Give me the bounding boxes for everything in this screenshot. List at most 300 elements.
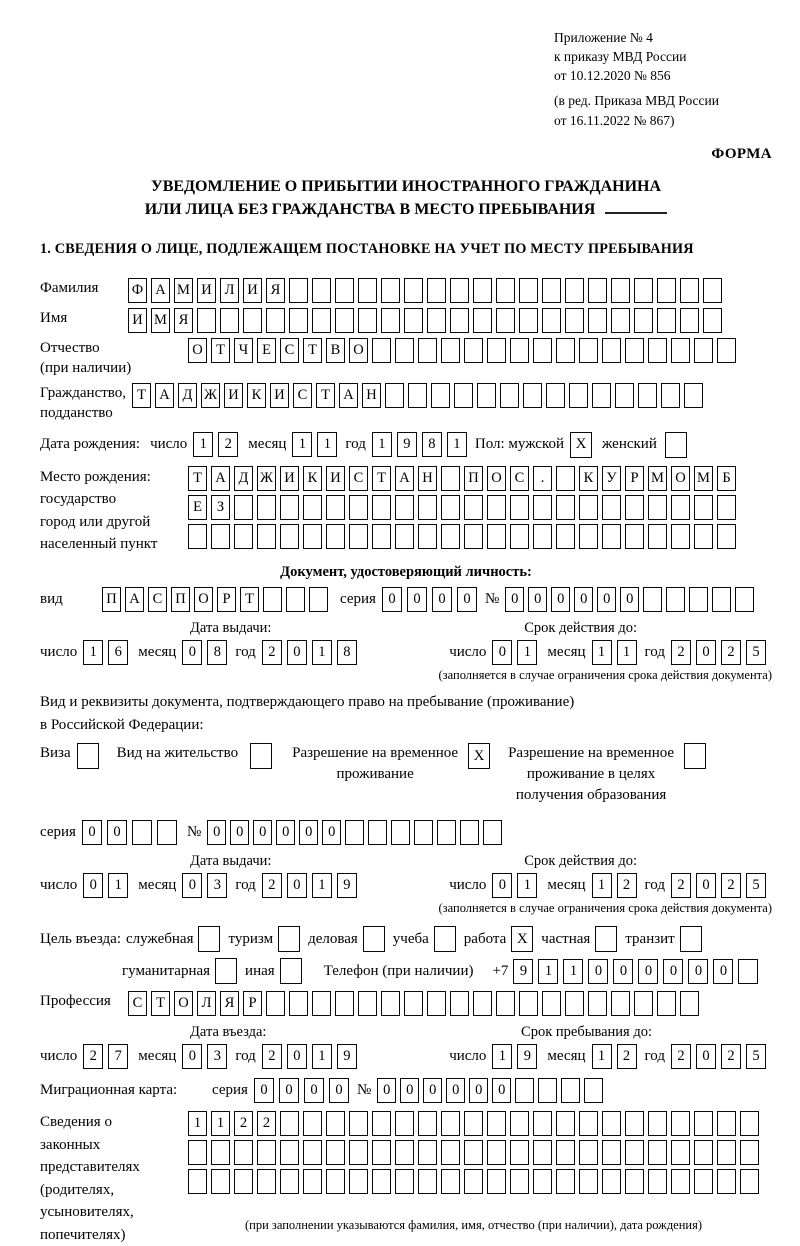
char-box[interactable] — [257, 1140, 276, 1165]
char-box[interactable] — [234, 495, 253, 520]
char-box[interactable]: О — [174, 991, 193, 1016]
char-box[interactable] — [671, 524, 690, 549]
char-box[interactable]: 2 — [721, 1044, 741, 1069]
char-box[interactable] — [643, 587, 662, 612]
char-box[interactable] — [464, 1140, 483, 1165]
char-box[interactable]: С — [293, 383, 312, 408]
char-box[interactable]: А — [339, 383, 358, 408]
char-box[interactable]: Ф — [128, 278, 147, 303]
char-box[interactable]: 0 — [446, 1078, 465, 1103]
char-box[interactable] — [579, 524, 598, 549]
char-box[interactable] — [234, 524, 253, 549]
char-box[interactable] — [464, 1169, 483, 1194]
purpose-humanitarian-checkbox[interactable] — [215, 958, 237, 984]
char-box[interactable] — [680, 308, 699, 333]
char-box[interactable] — [404, 991, 423, 1016]
char-box[interactable] — [487, 495, 506, 520]
char-box[interactable]: Б — [717, 466, 736, 491]
char-box[interactable] — [487, 524, 506, 549]
char-box[interactable] — [625, 338, 644, 363]
char-box[interactable]: М — [174, 278, 193, 303]
char-box[interactable] — [666, 587, 685, 612]
char-box[interactable] — [602, 1140, 621, 1165]
char-box[interactable] — [211, 1169, 230, 1194]
char-box[interactable]: У — [602, 466, 621, 491]
char-box[interactable]: Ч — [234, 338, 253, 363]
char-box[interactable] — [280, 524, 299, 549]
char-box[interactable] — [740, 1169, 759, 1194]
char-box[interactable] — [312, 308, 331, 333]
char-box[interactable]: 0 — [276, 820, 295, 845]
char-box[interactable] — [441, 1140, 460, 1165]
char-box[interactable]: 2 — [234, 1111, 253, 1136]
char-box[interactable] — [579, 1140, 598, 1165]
char-box[interactable] — [372, 495, 391, 520]
char-box[interactable]: Т — [132, 383, 151, 408]
char-box[interactable] — [556, 1111, 575, 1136]
char-box[interactable]: И — [326, 466, 345, 491]
char-box[interactable] — [671, 495, 690, 520]
char-box[interactable]: 0 — [696, 1044, 716, 1069]
char-box[interactable]: 1 — [592, 1044, 612, 1069]
char-box[interactable]: 0 — [207, 820, 226, 845]
char-box[interactable]: 5 — [746, 640, 766, 665]
char-box[interactable]: 0 — [182, 640, 202, 665]
char-box[interactable]: 1 — [538, 959, 558, 984]
char-box[interactable]: 2 — [257, 1111, 276, 1136]
char-box[interactable] — [648, 1140, 667, 1165]
char-box[interactable] — [450, 278, 469, 303]
char-box[interactable] — [671, 1111, 690, 1136]
char-box[interactable] — [533, 1169, 552, 1194]
char-box[interactable] — [464, 1111, 483, 1136]
char-box[interactable]: 1 — [517, 640, 537, 665]
char-box[interactable] — [335, 308, 354, 333]
char-box[interactable] — [220, 308, 239, 333]
char-box[interactable] — [473, 991, 492, 1016]
char-box[interactable]: 2 — [671, 1044, 691, 1069]
char-box[interactable] — [427, 991, 446, 1016]
char-box[interactable] — [335, 991, 354, 1016]
char-box[interactable]: 0 — [82, 820, 102, 845]
char-box[interactable] — [717, 1111, 736, 1136]
char-box[interactable] — [657, 991, 676, 1016]
char-box[interactable]: 2 — [721, 640, 741, 665]
char-box[interactable]: 0 — [287, 1044, 307, 1069]
char-box[interactable] — [312, 991, 331, 1016]
char-box[interactable]: 6 — [108, 640, 128, 665]
char-box[interactable] — [450, 308, 469, 333]
char-box[interactable] — [648, 495, 667, 520]
char-box[interactable] — [689, 587, 708, 612]
char-box[interactable]: Т — [188, 466, 207, 491]
char-box[interactable] — [561, 1078, 580, 1103]
char-box[interactable]: А — [395, 466, 414, 491]
char-box[interactable] — [372, 1111, 391, 1136]
char-box[interactable] — [556, 524, 575, 549]
char-box[interactable]: Т — [240, 587, 259, 612]
char-box[interactable] — [427, 278, 446, 303]
char-box[interactable] — [694, 495, 713, 520]
char-box[interactable]: 0 — [492, 640, 512, 665]
char-box[interactable]: 0 — [287, 873, 307, 898]
char-box[interactable]: 8 — [422, 432, 442, 457]
char-box[interactable] — [381, 278, 400, 303]
char-box[interactable] — [335, 278, 354, 303]
char-box[interactable] — [625, 524, 644, 549]
char-box[interactable] — [661, 383, 680, 408]
char-box[interactable] — [408, 383, 427, 408]
purpose-private-checkbox[interactable] — [595, 926, 617, 952]
char-box[interactable] — [395, 524, 414, 549]
char-box[interactable] — [372, 524, 391, 549]
char-box[interactable] — [372, 1169, 391, 1194]
char-box[interactable] — [345, 820, 364, 845]
char-box[interactable]: И — [128, 308, 147, 333]
char-box[interactable] — [487, 1169, 506, 1194]
char-box[interactable]: Р — [243, 991, 262, 1016]
char-box[interactable] — [671, 338, 690, 363]
char-box[interactable] — [717, 1140, 736, 1165]
char-box[interactable]: Д — [178, 383, 197, 408]
char-box[interactable] — [611, 991, 630, 1016]
char-box[interactable] — [496, 278, 515, 303]
char-box[interactable]: 0 — [620, 587, 639, 612]
char-box[interactable]: 1 — [563, 959, 583, 984]
char-box[interactable]: 0 — [83, 873, 103, 898]
char-box[interactable]: 1 — [592, 873, 612, 898]
char-box[interactable]: 3 — [207, 1044, 227, 1069]
char-box[interactable] — [648, 1111, 667, 1136]
char-box[interactable]: 1 — [372, 432, 392, 457]
char-box[interactable]: П — [464, 466, 483, 491]
purpose-other-checkbox[interactable] — [280, 958, 302, 984]
char-box[interactable] — [615, 383, 634, 408]
char-box[interactable]: 1 — [188, 1111, 207, 1136]
temp-permit-checkbox[interactable]: X — [468, 743, 490, 769]
char-box[interactable] — [280, 1140, 299, 1165]
char-box[interactable] — [510, 524, 529, 549]
char-box[interactable] — [395, 338, 414, 363]
char-box[interactable]: З — [211, 495, 230, 520]
char-box[interactable] — [266, 991, 285, 1016]
char-box[interactable]: О — [671, 466, 690, 491]
char-box[interactable] — [569, 383, 588, 408]
char-box[interactable] — [735, 587, 754, 612]
char-box[interactable]: 1 — [83, 640, 103, 665]
char-box[interactable] — [565, 278, 584, 303]
char-box[interactable] — [437, 820, 456, 845]
char-box[interactable] — [263, 587, 282, 612]
char-box[interactable]: О — [487, 466, 506, 491]
char-box[interactable]: 0 — [279, 1078, 299, 1103]
char-box[interactable]: М — [694, 466, 713, 491]
char-box[interactable] — [395, 1169, 414, 1194]
char-box[interactable] — [556, 1140, 575, 1165]
char-box[interactable]: 1 — [492, 1044, 512, 1069]
char-box[interactable]: 0 — [574, 587, 593, 612]
char-box[interactable] — [303, 524, 322, 549]
char-box[interactable] — [358, 991, 377, 1016]
char-box[interactable]: О — [349, 338, 368, 363]
purpose-official-checkbox[interactable] — [198, 926, 220, 952]
char-box[interactable]: 0 — [505, 587, 524, 612]
char-box[interactable]: 1 — [193, 432, 213, 457]
char-box[interactable]: Т — [316, 383, 335, 408]
char-box[interactable]: 1 — [592, 640, 612, 665]
char-box[interactable] — [579, 1111, 598, 1136]
char-box[interactable] — [441, 1169, 460, 1194]
char-box[interactable]: 0 — [696, 873, 716, 898]
char-box[interactable] — [326, 1169, 345, 1194]
char-box[interactable] — [602, 495, 621, 520]
char-box[interactable] — [431, 383, 450, 408]
char-box[interactable] — [694, 338, 713, 363]
char-box[interactable]: 1 — [292, 432, 312, 457]
char-box[interactable]: 0 — [663, 959, 683, 984]
char-box[interactable] — [326, 524, 345, 549]
char-box[interactable]: Е — [257, 338, 276, 363]
char-box[interactable] — [441, 524, 460, 549]
char-box[interactable] — [464, 338, 483, 363]
char-box[interactable] — [625, 495, 644, 520]
char-box[interactable] — [694, 1169, 713, 1194]
char-box[interactable] — [648, 338, 667, 363]
char-box[interactable] — [602, 338, 621, 363]
char-box[interactable]: 0 — [423, 1078, 442, 1103]
char-box[interactable] — [477, 383, 496, 408]
char-box[interactable] — [579, 1169, 598, 1194]
char-box[interactable] — [510, 495, 529, 520]
char-box[interactable]: К — [247, 383, 266, 408]
char-box[interactable]: 0 — [492, 873, 512, 898]
char-box[interactable] — [703, 308, 722, 333]
char-box[interactable] — [717, 338, 736, 363]
char-box[interactable] — [634, 308, 653, 333]
char-box[interactable] — [257, 524, 276, 549]
char-box[interactable] — [418, 495, 437, 520]
char-box[interactable]: Т — [151, 991, 170, 1016]
char-box[interactable]: 2 — [262, 1044, 282, 1069]
char-box[interactable] — [538, 1078, 557, 1103]
char-box[interactable] — [634, 991, 653, 1016]
char-box[interactable] — [717, 524, 736, 549]
char-box[interactable]: 2 — [671, 873, 691, 898]
char-box[interactable] — [565, 991, 584, 1016]
char-box[interactable]: С — [128, 991, 147, 1016]
char-box[interactable] — [427, 308, 446, 333]
char-box[interactable] — [349, 1169, 368, 1194]
char-box[interactable]: 0 — [713, 959, 733, 984]
char-box[interactable]: 0 — [230, 820, 249, 845]
char-box[interactable]: 0 — [254, 1078, 274, 1103]
char-box[interactable]: 0 — [400, 1078, 419, 1103]
char-box[interactable] — [565, 308, 584, 333]
char-box[interactable] — [519, 991, 538, 1016]
char-box[interactable] — [740, 1111, 759, 1136]
char-box[interactable] — [694, 1140, 713, 1165]
char-box[interactable] — [473, 308, 492, 333]
char-box[interactable]: С — [148, 587, 167, 612]
char-box[interactable] — [464, 495, 483, 520]
char-box[interactable]: 2 — [83, 1044, 103, 1069]
char-box[interactable] — [519, 308, 538, 333]
char-box[interactable]: 0 — [382, 587, 402, 612]
char-box[interactable]: 0 — [469, 1078, 488, 1103]
char-box[interactable] — [657, 278, 676, 303]
char-box[interactable]: 9 — [397, 432, 417, 457]
char-box[interactable] — [418, 1169, 437, 1194]
char-box[interactable]: Н — [362, 383, 381, 408]
char-box[interactable]: 2 — [721, 873, 741, 898]
char-box[interactable] — [450, 991, 469, 1016]
char-box[interactable] — [579, 495, 598, 520]
char-box[interactable] — [404, 308, 423, 333]
char-box[interactable]: К — [303, 466, 322, 491]
gender-female-checkbox[interactable] — [665, 432, 687, 458]
char-box[interactable]: Ж — [257, 466, 276, 491]
char-box[interactable] — [588, 991, 607, 1016]
char-box[interactable] — [349, 495, 368, 520]
char-box[interactable] — [280, 1169, 299, 1194]
char-box[interactable] — [519, 278, 538, 303]
char-box[interactable] — [326, 1140, 345, 1165]
char-box[interactable] — [717, 495, 736, 520]
char-box[interactable] — [533, 338, 552, 363]
char-box[interactable] — [414, 820, 433, 845]
char-box[interactable] — [680, 991, 699, 1016]
char-box[interactable] — [395, 495, 414, 520]
char-box[interactable] — [349, 1111, 368, 1136]
char-box[interactable]: 0 — [551, 587, 570, 612]
char-box[interactable]: 1 — [211, 1111, 230, 1136]
char-box[interactable] — [326, 495, 345, 520]
char-box[interactable] — [211, 524, 230, 549]
char-box[interactable] — [286, 587, 305, 612]
char-box[interactable] — [385, 383, 404, 408]
char-box[interactable]: 0 — [696, 640, 716, 665]
char-box[interactable] — [680, 278, 699, 303]
char-box[interactable] — [303, 1169, 322, 1194]
char-box[interactable] — [391, 820, 410, 845]
char-box[interactable]: 1 — [617, 640, 637, 665]
char-box[interactable] — [132, 820, 152, 845]
char-box[interactable] — [372, 1140, 391, 1165]
char-box[interactable] — [303, 495, 322, 520]
char-box[interactable] — [510, 338, 529, 363]
char-box[interactable]: 0 — [457, 587, 477, 612]
char-box[interactable]: 5 — [746, 873, 766, 898]
char-box[interactable] — [395, 1140, 414, 1165]
char-box[interactable]: 0 — [613, 959, 633, 984]
char-box[interactable] — [483, 820, 502, 845]
char-box[interactable]: Л — [220, 278, 239, 303]
char-box[interactable] — [657, 308, 676, 333]
char-box[interactable] — [309, 587, 328, 612]
char-box[interactable]: М — [648, 466, 667, 491]
char-box[interactable] — [648, 1169, 667, 1194]
char-box[interactable] — [496, 991, 515, 1016]
char-box[interactable] — [464, 524, 483, 549]
char-box[interactable] — [602, 1169, 621, 1194]
purpose-business-checkbox[interactable] — [363, 926, 385, 952]
char-box[interactable] — [381, 991, 400, 1016]
char-box[interactable]: 2 — [262, 640, 282, 665]
char-box[interactable] — [358, 278, 377, 303]
char-box[interactable] — [266, 308, 285, 333]
char-box[interactable] — [556, 1169, 575, 1194]
char-box[interactable] — [579, 338, 598, 363]
char-box[interactable]: И — [197, 278, 216, 303]
char-box[interactable]: 9 — [513, 959, 533, 984]
purpose-study-checkbox[interactable] — [434, 926, 456, 952]
edu-permit-checkbox[interactable] — [684, 743, 706, 769]
char-box[interactable] — [533, 524, 552, 549]
char-box[interactable]: Р — [625, 466, 644, 491]
char-box[interactable]: А — [125, 587, 144, 612]
char-box[interactable]: 2 — [218, 432, 238, 457]
char-box[interactable] — [157, 820, 177, 845]
char-box[interactable] — [638, 383, 657, 408]
char-box[interactable] — [441, 338, 460, 363]
char-box[interactable]: 0 — [597, 587, 616, 612]
char-box[interactable] — [349, 524, 368, 549]
char-box[interactable] — [257, 495, 276, 520]
char-box[interactable]: А — [155, 383, 174, 408]
char-box[interactable] — [634, 278, 653, 303]
char-box[interactable]: 8 — [337, 640, 357, 665]
char-box[interactable]: И — [224, 383, 243, 408]
char-box[interactable] — [326, 1111, 345, 1136]
char-box[interactable]: К — [579, 466, 598, 491]
char-box[interactable] — [473, 278, 492, 303]
char-box[interactable]: 0 — [492, 1078, 511, 1103]
char-box[interactable] — [280, 495, 299, 520]
char-box[interactable] — [303, 1140, 322, 1165]
char-box[interactable] — [418, 524, 437, 549]
char-box[interactable]: 7 — [108, 1044, 128, 1069]
char-box[interactable] — [289, 991, 308, 1016]
char-box[interactable]: 1 — [317, 432, 337, 457]
char-box[interactable]: . — [533, 466, 552, 491]
char-box[interactable]: А — [151, 278, 170, 303]
char-box[interactable] — [211, 1140, 230, 1165]
char-box[interactable] — [602, 1111, 621, 1136]
char-box[interactable] — [671, 1140, 690, 1165]
char-box[interactable] — [671, 1169, 690, 1194]
char-box[interactable]: П — [102, 587, 121, 612]
char-box[interactable]: 0 — [299, 820, 318, 845]
char-box[interactable] — [441, 1111, 460, 1136]
char-box[interactable]: 1 — [517, 873, 537, 898]
purpose-transit-checkbox[interactable] — [680, 926, 702, 952]
char-box[interactable] — [523, 383, 542, 408]
char-box[interactable]: С — [280, 338, 299, 363]
char-box[interactable] — [395, 1111, 414, 1136]
char-box[interactable] — [533, 1140, 552, 1165]
char-box[interactable]: Д — [234, 466, 253, 491]
char-box[interactable]: 0 — [432, 587, 452, 612]
char-box[interactable] — [381, 308, 400, 333]
char-box[interactable] — [694, 1111, 713, 1136]
char-box[interactable] — [234, 1169, 253, 1194]
char-box[interactable] — [418, 1140, 437, 1165]
char-box[interactable] — [487, 1111, 506, 1136]
char-box[interactable]: 3 — [207, 873, 227, 898]
char-box[interactable]: 0 — [329, 1078, 349, 1103]
char-box[interactable] — [460, 820, 479, 845]
char-box[interactable]: 0 — [407, 587, 427, 612]
